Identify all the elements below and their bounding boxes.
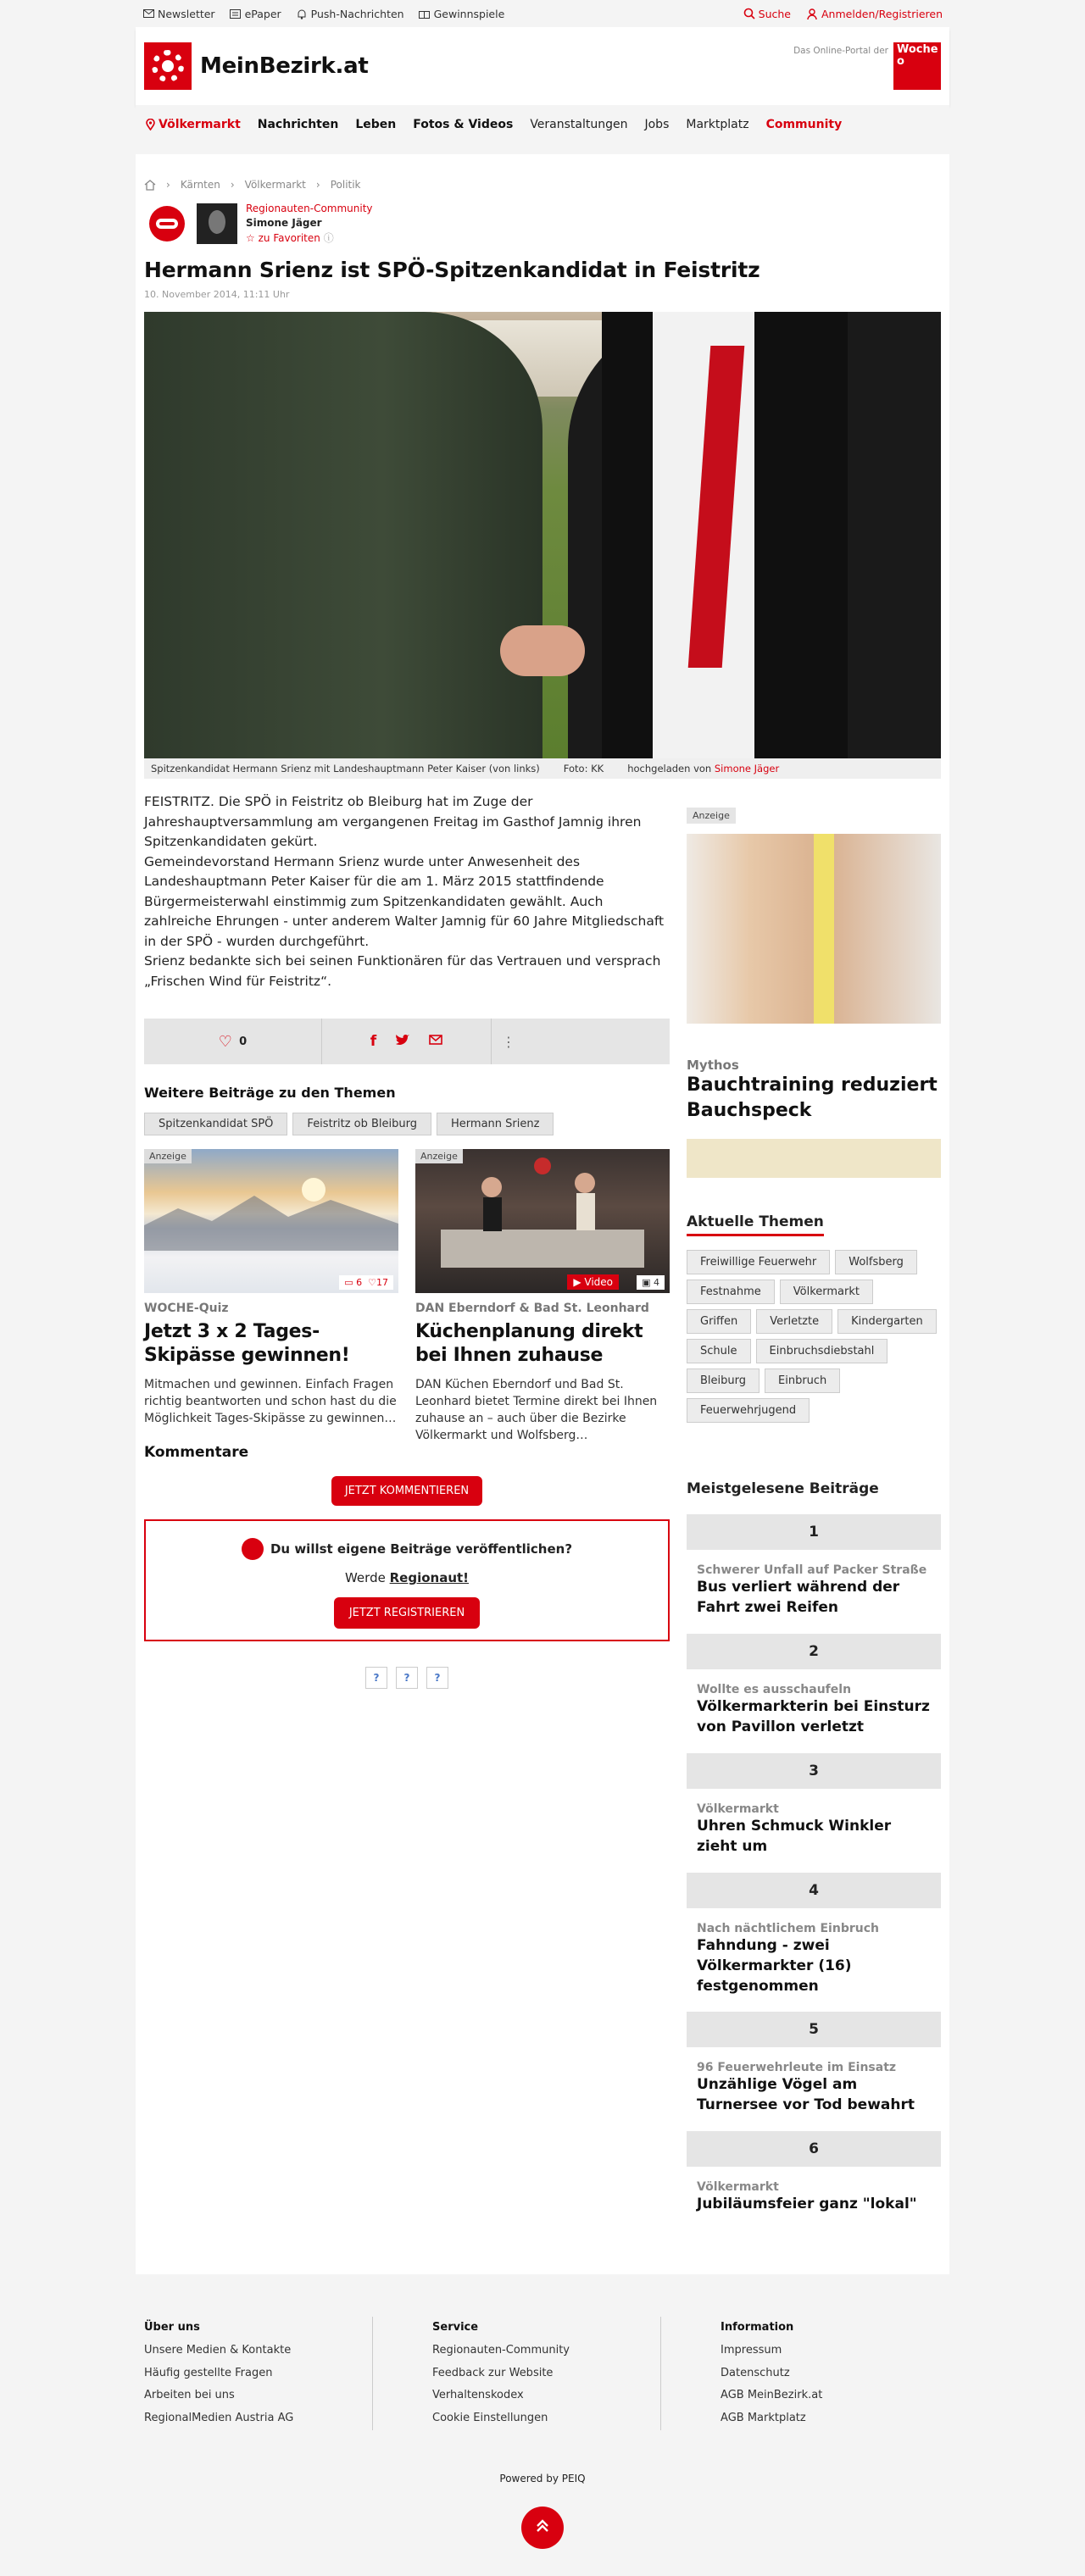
card-kicker: WOCHE-Quiz (144, 1302, 229, 1315)
breadcrumb (144, 154, 941, 195)
logo-icon (144, 42, 192, 90)
ad-badge: Anzeige (144, 1149, 192, 1163)
nav-leben[interactable]: Leben (355, 118, 397, 131)
newspaper-icon (230, 8, 242, 19)
more-topics-title: Weitere Beiträge zu den Themen (144, 1085, 396, 1101)
footer-col-service: Service Regionauten-Community Feedback zur Website Verhaltenskodex Cookie Einstellungen (424, 2317, 661, 2430)
like-button[interactable]: ♡ 0 (144, 1019, 322, 1064)
star-icon: ☆ (246, 231, 255, 244)
footer-link[interactable]: Cookie Einstellungen (432, 2412, 548, 2425)
topic-tag[interactable]: Schule (687, 1339, 751, 1363)
nav-jobs[interactable]: Jobs (644, 118, 670, 131)
card-teaser: Mitmachen und gewinnen. Einfach Fragen richtig beantworten und schon hast du die Möglichkeit Tages-Skipässe zu gewinnen… (144, 1378, 397, 1425)
home-icon[interactable] (144, 179, 156, 191)
ad-image[interactable] (687, 834, 941, 1024)
footer-link[interactable]: AGB Marktplatz (721, 2412, 806, 2425)
comments-title: Kommentare (144, 1444, 249, 1461)
main-nav (136, 105, 949, 144)
nav-nachrichten[interactable]: Nachrichten (257, 118, 339, 131)
footer-col-information: Information Impressum Datenschutz AGB MeinBezirk.at AGB Marktplatz (712, 2317, 949, 2430)
user-icon (806, 8, 818, 19)
rank-number: 2 (687, 1634, 941, 1669)
topic-tag[interactable]: Griffen (687, 1309, 751, 1334)
rank-number: 5 (687, 2012, 941, 2047)
related-card[interactable] (144, 1149, 398, 1444)
topic-tag[interactable]: Kindergarten (837, 1309, 937, 1334)
card-teaser: DAN Küchen Eberndorf und Bad St. Leonhard bietet Termine direkt bei Ihnen zuhause an – auch über die Bezirke Völkermarkt und Wolfsberg… (415, 1378, 658, 1442)
sidebar (687, 792, 941, 2226)
mail-icon (142, 8, 154, 19)
powered-by[interactable]: Powered by PEIQ (499, 2472, 586, 2484)
page-button[interactable]: ? (365, 1667, 387, 1689)
topic-tag[interactable]: Festnahme (687, 1280, 775, 1304)
site-name: MeinBezirk.at (200, 53, 369, 79)
pagination (144, 1667, 670, 1689)
most-read-item[interactable]: Völkermarkt Uhren Schmuck Winkler zieht um (697, 1802, 892, 1855)
nav-veranstaltungen[interactable]: Veranstaltungen (530, 118, 628, 131)
footer-link[interactable]: AGB MeinBezirk.at (721, 2389, 823, 2402)
video-badge: ▶ Video (567, 1274, 619, 1290)
header-claim: Das Online-Portal der (793, 46, 888, 56)
most-read-item[interactable]: Nach nächtlichem Einbruch Fahndung - zwei Völkermarkter (16) festgenommen (697, 1922, 879, 1995)
gallery-count: ▣ 4 (637, 1275, 665, 1290)
gallery-icon: ▣ (642, 1277, 651, 1288)
card-kicker: DAN Eberndorf & Bad St. Leonhard (415, 1302, 649, 1315)
most-read-item[interactable]: Wollte es ausschaufeln Völkermarkterin bei Einsturz von Pavillon verletzt (697, 1683, 930, 1735)
regionauten-icon[interactable] (149, 206, 185, 242)
topic-tag[interactable]: Bleiburg (687, 1368, 760, 1393)
chevron-right-icon: › (315, 179, 320, 191)
footer-link[interactable]: Arbeiten bei uns (144, 2389, 235, 2402)
footer-link[interactable]: Datenschutz (721, 2366, 790, 2379)
topics-list (687, 1250, 941, 1423)
search-icon (743, 8, 755, 19)
twitter-icon[interactable] (395, 1034, 410, 1050)
nav-community[interactable]: Community (765, 118, 843, 131)
card-title[interactable]: Jetzt 3 x 2 Tages-Skipässe gewinnen! (144, 1321, 350, 1366)
most-read-item[interactable]: Schwerer Unfall auf Packer Straße Bus verliert während der Fahrt zwei Reifen (697, 1563, 927, 1616)
woche-logo[interactable]: Woche o (893, 42, 941, 90)
image-caption: Spitzenkandidat Hermann Srienz mit Landeshauptmann Peter Kaiser (von links) Foto: KK hochgeladen von Simone Jäger (144, 758, 941, 779)
share-bar (144, 1019, 670, 1064)
topic-tag[interactable]: Einbruchsdiebstahl (756, 1339, 888, 1363)
topic-tag[interactable]: Feistritz ob Bleiburg (292, 1113, 431, 1135)
article-body: FEISTRITZ. Die SPÖ in Feistritz ob Bleiburg hat im Zuge der Jahreshauptversammlung am vergangenen Freitag im Gasthof Jamnig ihren Spitzenkandidaten gekürt. Gemeindevorstand Hermann Srienz wurde unter Anwesenheit des Landeshauptmann Peter Kaiser für die am 1. März 2015 stattfindende Bürgermeisterwahl einstimmig zum Spitzenkandidaten gewählt. Auch zahlreiche Ehrungen - unter anderem Walter Jamnig für 60 Jahre Mitgliedschaft in der SPÖ - wurden durchgeführt. Srienz bedankte sich bei seinen Funktionären für das Vertrauen und versprach „Frischen Wind für Feistritz“. (144, 794, 665, 989)
breadcrumb-item[interactable]: Kärnten (180, 179, 220, 191)
play-icon: ▶ (573, 1276, 581, 1288)
search-link[interactable]: Suche (743, 8, 791, 20)
most-read-item[interactable]: 96 Feuerwehrleute im Einsatz Unzählige Vögel am Turnersee vor Tod bewahrt (697, 2061, 915, 2113)
favorite-button[interactable]: ☆ zu Favoriten ⓘ (246, 231, 334, 244)
topic-tag[interactable]: Freiwillige Feuerwehr (687, 1250, 830, 1274)
ad-badge: Anzeige (415, 1149, 463, 1163)
card-stats: ▭ 6 ♡17 (339, 1275, 393, 1290)
gift-icon (419, 8, 431, 19)
topics-title: Aktuelle Themen (687, 1213, 824, 1236)
topic-tag[interactable]: Feuerwehrjugend (687, 1398, 810, 1423)
topic-tag[interactable]: Völkermarkt (780, 1280, 873, 1304)
card-image[interactable] (415, 1149, 670, 1293)
regionauten-icon (242, 1538, 264, 1560)
most-read-title: Meistgelesene Beiträge (687, 1480, 879, 1497)
ad-badge: Anzeige (687, 808, 736, 824)
chevron-right-icon: › (166, 179, 170, 191)
article-page (136, 154, 949, 2274)
author-name[interactable]: Simone Jäger (246, 217, 322, 230)
login-link[interactable]: Anmelden/Registrieren (806, 8, 943, 20)
regionaut-link[interactable]: Regionaut! (389, 1570, 470, 1585)
epaper-link[interactable]: ePaper (230, 8, 281, 20)
chevron-right-icon: › (230, 179, 235, 191)
footer-link[interactable]: Häufig gestellte Fragen (144, 2366, 273, 2379)
topic-tag[interactable]: Hermann Srienz (437, 1113, 554, 1135)
site-logo[interactable] (144, 42, 369, 90)
comment-button[interactable]: JETZT KOMMENTIEREN (331, 1476, 482, 1506)
topic-tag[interactable]: Spitzenkandidat SPÖ (144, 1113, 287, 1135)
footer-link[interactable]: Unsere Medien & Kontakte (144, 2343, 292, 2357)
more-options-icon[interactable]: ⋮ (502, 1033, 515, 1050)
heart-icon: ♡ (368, 1277, 376, 1288)
rank-number: 1 (687, 1514, 941, 1550)
most-read-list (687, 1514, 941, 2226)
sweepstakes-link[interactable]: Gewinnspiele (419, 8, 505, 20)
footer-col-about: Über uns Unsere Medien & Kontakte Häufig gestellte Fragen Arbeiten bei uns RegionalMedien Austria AG (136, 2317, 373, 2430)
site-footer (136, 2300, 949, 2549)
footer-link[interactable]: Impressum (721, 2343, 782, 2357)
page-button[interactable]: ? (426, 1667, 448, 1689)
breadcrumb-item[interactable]: Politik (330, 179, 361, 191)
topic-tags (144, 1113, 670, 1135)
register-button[interactable]: JETZT REGISTRIEREN (334, 1597, 480, 1629)
comment-icon: ▭ (344, 1277, 353, 1288)
nav-fotos-videos[interactable]: Fotos & Videos (413, 118, 514, 131)
related-card[interactable] (415, 1149, 670, 1444)
author-block (144, 200, 941, 247)
footer-link[interactable]: Feedback zur Website (432, 2366, 554, 2379)
related-cards (144, 1149, 670, 1444)
nav-marktplatz[interactable]: Marktplatz (686, 118, 749, 131)
breadcrumb-item[interactable]: Völkermarkt (244, 179, 306, 191)
bell-icon (296, 8, 308, 19)
article-date: 10. November 2014, 11:11 Uhr (144, 289, 290, 300)
footer-link[interactable]: Regionauten-Community (432, 2343, 570, 2357)
ad-title[interactable]: Bauchtraining reduziert Bauchspeck (687, 1074, 938, 1121)
card-title[interactable]: Küchenplanung direkt bei Ihnen zuhause (415, 1321, 643, 1366)
site-header (136, 27, 949, 105)
nav-location[interactable]: Völkermarkt (144, 118, 241, 131)
topic-tag[interactable]: Verletzte (756, 1309, 832, 1334)
community-link[interactable]: Regionauten-Community (246, 202, 373, 214)
facebook-icon[interactable]: f (370, 1033, 377, 1050)
sidebar-ad[interactable] (687, 792, 941, 1178)
topic-tag[interactable]: Wolfsberg (835, 1250, 917, 1274)
rank-number: 6 (687, 2131, 941, 2167)
top-bar (136, 0, 949, 27)
article-hero-image[interactable] (144, 312, 941, 758)
footer-link[interactable]: Verhaltenskodex (432, 2389, 524, 2402)
card-image[interactable] (144, 1149, 398, 1293)
ad-kicker: Mythos (687, 1058, 739, 1073)
info-icon[interactable]: ⓘ (323, 231, 334, 244)
push-notifications-link[interactable]: Push-Nachrichten (296, 8, 404, 20)
chevron-up-icon (534, 2518, 551, 2538)
most-read-item[interactable]: Völkermarkt Jubiläumsfeier ganz "lokal" (697, 2180, 917, 2212)
author-avatar[interactable] (197, 203, 237, 244)
footer-link[interactable]: RegionalMedien Austria AG (144, 2412, 294, 2425)
location-pin-icon (144, 119, 156, 130)
rank-number: 4 (687, 1873, 941, 1908)
page-button[interactable]: ? (396, 1667, 418, 1689)
article-title: Hermann Srienz ist SPÖ-Spitzenkandidat in Feistritz (144, 258, 760, 282)
register-cta: Du willst eigene Beiträge veröffentlichen? Werde Regionaut! JETZT REGISTRIEREN (144, 1519, 670, 1641)
newsletter-link[interactable]: Newsletter (142, 8, 215, 20)
rank-number: 3 (687, 1753, 941, 1789)
uploader-link[interactable]: Simone Jäger (714, 763, 780, 774)
heart-icon: ♡ (218, 1032, 232, 1051)
main-column (144, 792, 670, 2226)
email-share-icon[interactable] (429, 1035, 442, 1048)
topic-tag[interactable]: Einbruch (765, 1368, 840, 1393)
back-to-top-button[interactable] (521, 2507, 564, 2549)
